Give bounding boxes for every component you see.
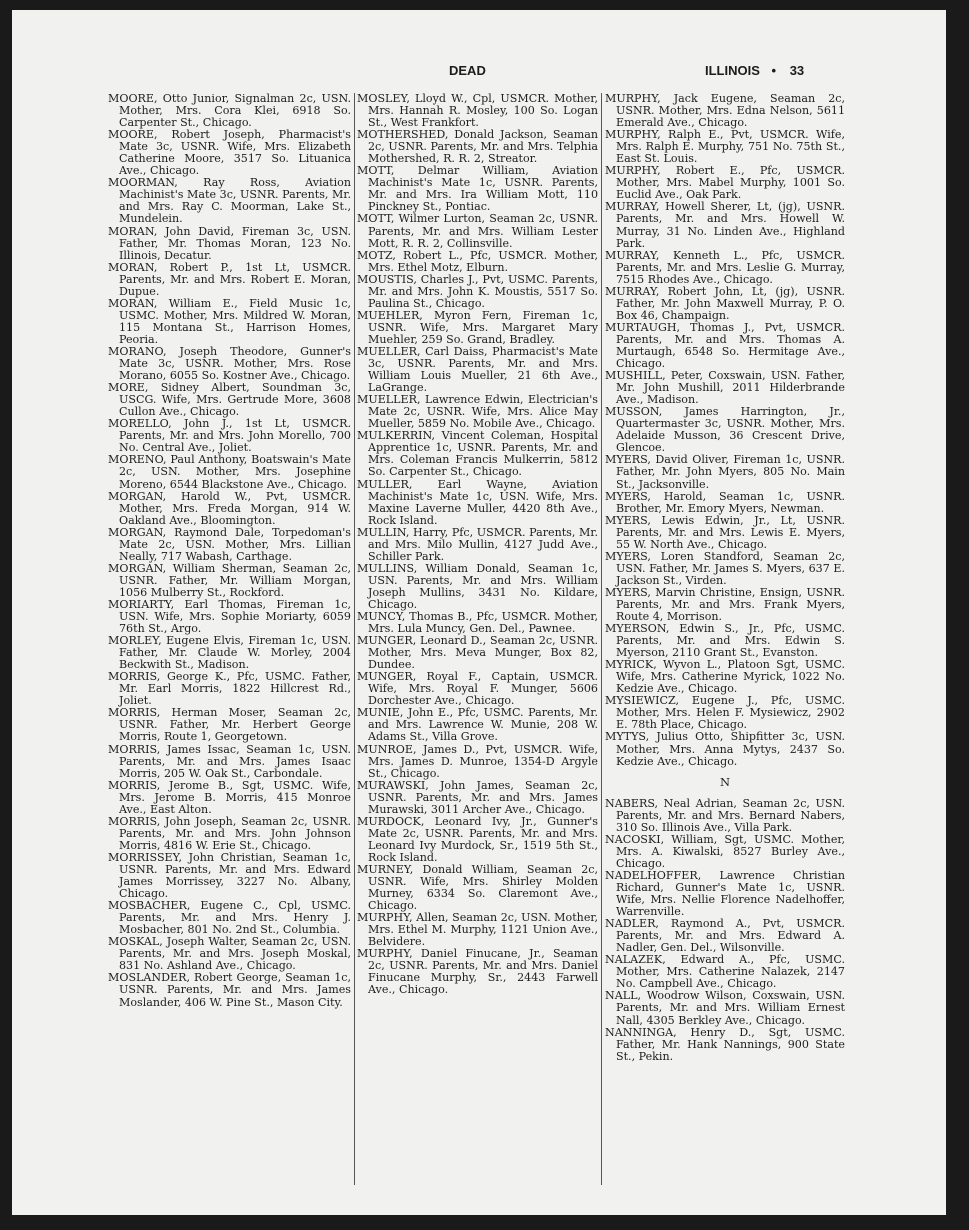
casualty-entry: MUNGER, Leonard D., Seaman 2c, USNR. Mother, Mrs. Meva Munger, Box 82, Dundee. xyxy=(357,634,598,672)
casualty-entry: MOORE, Robert Joseph, Pharmacist's Mate 3c, USNR. Wife, Mrs. Elizabeth Catherine Moore, 3517 So. Lituanica Ave., Chicago. xyxy=(108,128,351,178)
section-letter-n: N xyxy=(719,774,731,789)
casualty-entry: MORANO, Joseph Theodore, Gunner's Mate 3c, USNR. Mother, Mrs. Rose Morano, 6055 So. Kostner Ave., Chicago. xyxy=(108,344,351,383)
casualty-entry: MOSLANDER, Robert George, Seaman 1c, USNR. Parents, Mr. and Mrs. James Moslander, 406 W. Pine St., Mason City. xyxy=(108,971,351,1009)
header-section-title: DEAD xyxy=(449,63,486,78)
header-state: ILLINOIS xyxy=(705,63,760,78)
page-header xyxy=(12,63,946,83)
casualty-entry: MYRICK, Wyvon L., Platoon Sgt, USMC. Wife, Mrs. Catherine Myrick, 1022 No. Kedzie Ave., Chicago. xyxy=(605,658,845,696)
casualty-entry: MYERS, Harold, Seaman 1c, USNR. Brother, Mr. Emory Myers, Newman. xyxy=(605,489,845,515)
column-1 xyxy=(108,93,351,1009)
casualty-entry: MOUSTIS, Charles J., Pvt, USMC. Parents, Mr. and Mrs. John K. Moustis, 5517 So. Paulina St., Chicago. xyxy=(357,272,598,310)
casualty-entry: MURAWSKI, John James, Seaman 2c, USNR. Parents, Mr. and Mrs. James Murawski, 3011 Archer Ave., Chicago. xyxy=(357,778,598,816)
casualty-entry: MUNCY, Thomas B., Pfc, USMCR. Mother, Mrs. Lula Muncy, Gen. Del., Pawnee. xyxy=(357,610,598,636)
casualty-entry: MURPHY, Jack Eugene, Seaman 2c, USNR. Mother, Mrs. Edna Nelson, 5611 Emerald Ave., Chicago. xyxy=(605,92,845,130)
casualty-entry: MORGAN, William Sherman, Seaman 2c, USNR. Father, Mr. William Morgan, 1056 Mulberry St., Rockford. xyxy=(108,561,351,599)
casualty-entry: MORGAN, Harold W., Pvt, USMCR. Mother, Mrs. Freda Morgan, 914 W. Oakland Ave., Bloomington. xyxy=(108,489,351,527)
casualty-entry: MUSSON, James Harrington, Jr., Quartermaster 3c, USNR. Mother, Mrs. Adelaide Musson, 36 Crescent Drive, Glencoe. xyxy=(605,405,845,455)
casualty-entry: MUNROE, James D., Pvt, USMCR. Wife, Mrs. James D. Munroe, 1354-D Argyle St., Chicago. xyxy=(357,742,598,780)
casualty-entry: MURPHY, Robert E., Pfc, USMCR. Mother, Mrs. Mabel Murphy, 1001 So. Euclid Ave., Oak Park. xyxy=(605,164,845,202)
casualty-entry: MUNIE, John E., Pfc, USMC. Parents, Mr. and Mrs. Lawrence W. Munie, 208 W. Adams St., Villa Grove. xyxy=(357,706,598,744)
column-3 xyxy=(605,93,845,1063)
casualty-entry: MYTYS, Julius Otto, Shipfitter 3c, USN. Mother, Mrs. Anna Mytys, 2437 So. Kedzie Ave., Chicago. xyxy=(605,730,845,768)
casualty-entry: MOORE, Otto Junior, Signalman 2c, USN. Mother, Mrs. Cora Klei, 6918 So. Carpenter St., Chicago. xyxy=(108,92,351,130)
casualty-entry: MOSLEY, Lloyd W., Cpl, USMCR. Mother, Mrs. Hannah R. Mosley, 100 So. Logan St., West Frankfort. xyxy=(357,92,598,130)
casualty-entry: MORLEY, Eugene Elvis, Fireman 1c, USN. Father, Mr. Claude W. Morley, 2004 Beckwith St., Madison. xyxy=(108,634,351,672)
column-3-entries xyxy=(605,93,845,768)
casualty-entry: MURRAY, Kenneth L., Pfc, USMCR. Parents, Mr. and Mrs. Leslie G. Murray, 7515 Rhodes Ave., Chicago. xyxy=(605,248,845,286)
casualty-entry: MUNGER, Royal F., Captain, USMCR. Wife, Mrs. Royal F. Munger, 5606 Dorchester Ave., Chicago. xyxy=(357,670,598,708)
casualty-entry: MORRIS, James Issac, Seaman 1c, USN. Parents, Mr. and Mrs. James Isaac Morris, 205 W. Oak St., Carbondale. xyxy=(108,742,351,780)
casualty-entry: MULLINS, William Donald, Seaman 1c, USN. Parents, Mr. and Mrs. William Joseph Mullins, 3431 No. Kildare, Chicago. xyxy=(357,561,598,611)
casualty-entry: MORAN, John David, Fireman 3c, USN. Father, Mr. Thomas Moran, 123 No. Illinois, Decatur. xyxy=(108,224,351,262)
casualty-entry: MYSIEWICZ, Eugene J., Pfc, USMC. Mother, Mrs. Helen F. Mysiewicz, 2902 E. 78th Place, Chicago. xyxy=(605,694,845,732)
casualty-entry: MORENO, Paul Anthony, Boatswain's Mate 2c, USN. Mother, Mrs. Josephine Moreno, 6544 Blackstone Ave., Chicago. xyxy=(108,453,351,491)
column-2 xyxy=(357,93,598,997)
header-bullet: • xyxy=(771,63,777,78)
casualty-entry: MORAN, William E., Field Music 1c, USMC. Mother, Mrs. Mildred W. Moran, 115 Montana St., Harrison Homes, Peoria. xyxy=(108,296,351,346)
casualty-entry: MORE, Sidney Albert, Soundman 3c, USCG. Wife, Mrs. Gertrude More, 3608 Cullon Ave., Chicago. xyxy=(108,381,351,419)
casualty-entry: MORRIS, George K., Pfc, USMC. Father, Mr. Earl Morris, 1822 Hillcrest Rd., Joliet. xyxy=(108,670,351,708)
casualty-entry: MORRIS, Jerome B., Sgt, USMC. Wife, Mrs. Jerome B. Morris, 415 Monroe Ave., East Alton. xyxy=(108,778,351,816)
casualty-entry: MULKERRIN, Vincent Coleman, Hospital Apprentice 1c, USNR. Parents, Mr. and Mrs. Coleman Francis Mulkerrin, 5812 So. Carpenter St., Chicago. xyxy=(357,429,598,479)
casualty-entry: MURPHY, Daniel Finucane, Jr., Seaman 2c, USNR. Parents, Mr. and Mrs. Daniel Finucane Murphy, Sr., 2443 Farwell Ave., Chicago. xyxy=(357,947,598,997)
casualty-entry: MUELLER, Lawrence Edwin, Electrician's Mate 2c, USNR. Wife, Mrs. Alice May Mueller, 5859 No. Mobile Ave., Chicago. xyxy=(357,393,598,431)
casualty-entry: MULLIN, Harry, Pfc, USMCR. Parents, Mr. and Mrs. Milo Mullin, 4127 Judd Ave., Schiller Park. xyxy=(357,525,598,563)
casualty-entry: NALL, Woodrow Wilson, Coxswain, USN. Parents, Mr. and Mrs. William Ernest Nall, 4305 Berkley Ave., Chicago. xyxy=(605,989,845,1027)
casualty-entry: MUEHLER, Myron Fern, Fireman 1c, USNR. Wife, Mrs. Margaret Mary Muehler, 259 So. Grand, Bradley. xyxy=(357,308,598,346)
casualty-entry: MORELLO, John J., 1st Lt, USMCR. Parents, Mr. and Mrs. John Morello, 700 No. Central Ave., Joliet. xyxy=(108,417,351,455)
casualty-entry: MORIARTY, Earl Thomas, Fireman 1c, USN. Wife, Mrs. Sophie Moriarty, 6059 76th St., Argo. xyxy=(108,597,351,636)
casualty-entry: NALAZEK, Edward A., Pfc, USMC. Mother, Mrs. Catherine Nalazek, 2147 No. Campbell Ave., Chicago. xyxy=(605,953,845,991)
casualty-entry: MURTAUGH, Thomas J., Pvt, USMCR. Parents, Mr. and Mrs. Thomas A. Murtaugh, 6548 So. Hermitage Ave., Chicago. xyxy=(605,320,845,371)
casualty-entry: NANNINGA, Henry D., Sgt, USMC. Father, Mr. Hank Nannings, 900 State St., Pekin. xyxy=(605,1025,845,1063)
casualty-entry: MOTZ, Robert L., Pfc, USMCR. Mother, Mrs. Ethel Motz, Elburn. xyxy=(357,248,598,274)
header-page-number: 33 xyxy=(789,63,805,78)
casualty-entry: MOTHERSHED, Donald Jackson, Seaman 2c, USNR. Parents, Mr. and Mrs. Telphia Mothershed, R. R. 2, Streator. xyxy=(357,128,598,166)
casualty-entry: MURNEY, Donald William, Seaman 2c, USNR. Wife, Mrs. Shirley Molden Murney, 6334 So. Claremont Ave., Chicago. xyxy=(357,863,598,913)
casualty-entry: MYERS, Loren Standford, Seaman 2c, USN. Father, Mr. James S. Myers, 637 E. Jackson St., Virden. xyxy=(605,549,845,587)
header-state-page xyxy=(705,63,804,78)
section-n-entries xyxy=(605,798,845,1063)
casualty-entry: MYERSON, Edwin S., Jr., Pfc, USMC. Parents, Mr. and Mrs. Edwin S. Myerson, 2110 Grant St., Evanston. xyxy=(605,622,845,660)
column-divider xyxy=(601,93,602,1185)
document-page xyxy=(12,10,946,1215)
casualty-entry: MYERS, David Oliver, Fireman 1c, USNR. Father, Mr. John Myers, 805 No. Main St., Jacksonville. xyxy=(605,453,845,491)
casualty-entry: NADELHOFFER, Lawrence Christian Richard, Gunner's Mate 1c, USNR. Wife, Mrs. Nellie Florence Nadelhoffer, Warrenville. xyxy=(605,868,845,919)
casualty-entry: MORRIS, John Joseph, Seaman 2c, USNR. Parents, Mr. and Mrs. John Johnson Morris, 4816 W. Erie St., Chicago. xyxy=(108,814,351,852)
casualty-entry: MOTT, Wilmer Lurton, Seaman 2c, USNR. Parents, Mr. and Mrs. William Lester Mott, R. R. 2, Collinsville. xyxy=(357,212,598,250)
casualty-entry: MOSBACHER, Eugene C., Cpl, USMC. Parents, Mr. and Mrs. Henry J. Mosbacher, 801 No. 2nd St., Columbia. xyxy=(108,899,351,937)
casualty-entry: MOSKAL, Joseph Walter, Seaman 2c, USN. Parents, Mr. and Mrs. Joseph Moskal, 831 No. Ashland Ave., Chicago. xyxy=(108,935,351,973)
casualty-entry: MOORMAN, Ray Ross, Aviation Machinist's Mate 3c, USNR. Parents, Mr. and Mrs. Ray C. Moorman, Lake St., Mundelein. xyxy=(108,176,351,226)
casualty-entry: NACOSKI, William, Sgt, USMC. Mother, Mrs. A. Kiwalski, 8527 Burley Ave., Chicago. xyxy=(605,832,845,870)
casualty-entry: MURPHY, Ralph E., Pvt, USMCR. Wife, Mrs. Ralph E. Murphy, 751 No. 75th St., East St. Louis. xyxy=(605,128,845,166)
casualty-entry: MORRIS, Herman Moser, Seaman 2c, USNR. Father, Mr. Herbert George Morris, Route 1, Georgetown. xyxy=(108,706,351,744)
casualty-entry: MORRISSEY, John Christian, Seaman 1c, USNR. Parents, Mr. and Mrs. Edward James Morrissey, 3227 No. Albany, Chicago. xyxy=(108,850,351,901)
casualty-entry: MYERS, Lewis Edwin, Jr., Lt, USNR. Parents, Mr. and Mrs. Lewis E. Myers, 55 W. North Ave., Chicago. xyxy=(605,513,845,551)
casualty-entry: NABERS, Neal Adrian, Seaman 2c, USN. Parents, Mr. and Mrs. Bernard Nabers, 310 So. Illinois Ave., Villa Park. xyxy=(605,796,845,834)
casualty-entry: MYERS, Marvin Christine, Ensign, USNR. Parents, Mr. and Mrs. Frank Myers, Route 4, Morrison. xyxy=(605,585,845,624)
casualty-entry: MURRAY, Robert John, Lt, (jg), USNR. Father, Mr. John Maxwell Murray, P. O. Box 46, Champaign. xyxy=(605,284,845,322)
casualty-entry: MURRAY, Howell Sherer, Lt, (jg), USNR. Parents, Mr. and Mrs. Howell W. Murray, 31 No. Linden Ave., Highland Park. xyxy=(605,200,845,250)
casualty-entry: MORGAN, Raymond Dale, Torpedoman's Mate 2c, USN. Mother, Mrs. Lillian Neally, 717 Wabash, Carthage. xyxy=(108,525,351,563)
casualty-entry: MURDOCK, Leonard Ivy, Jr., Gunner's Mate 2c, USNR. Parents, Mr. and Mrs. Leonard Ivy Murdock, Sr., 1519 5th St., Rock Island. xyxy=(357,814,598,864)
casualty-entry: MULLER, Earl Wayne, Aviation Machinist's Mate 1c, USN. Wife, Mrs. Maxine Laverne Muller, 4420 8th Ave., Rock Island. xyxy=(357,477,598,527)
casualty-entry: MURPHY, Allen, Seaman 2c, USN. Mother, Mrs. Ethel M. Murphy, 1121 Union Ave., Belvidere. xyxy=(357,911,598,949)
casualty-entry: MOTT, Delmar William, Aviation Machinist's Mate 1c, USNR. Parents, Mr. and Mrs. Ira William Mott, 110 Pinckney St., Pontiac. xyxy=(357,164,598,214)
casualty-entry: MORAN, Robert P., 1st Lt, USMCR. Parents, Mr. and Mrs. Robert E. Moran, Dupue. xyxy=(108,260,351,298)
casualty-entry: MUELLER, Carl Daiss, Pharmacist's Mate 3c, USNR. Parents, Mr. and Mrs. William Louis Mueller, 21 6th Ave., LaGrange. xyxy=(357,344,598,395)
casualty-entry: MUSHILL, Peter, Coxswain, USN. Father, Mr. John Mushill, 2011 Hilderbrande Ave., Madison. xyxy=(605,369,845,407)
column-divider xyxy=(354,93,355,1185)
casualty-entry: NADLER, Raymond A., Pvt, USMCR. Parents, Mr. and Mrs. Edward A. Nadler, Gen. Del., Wilsonville. xyxy=(605,917,845,955)
